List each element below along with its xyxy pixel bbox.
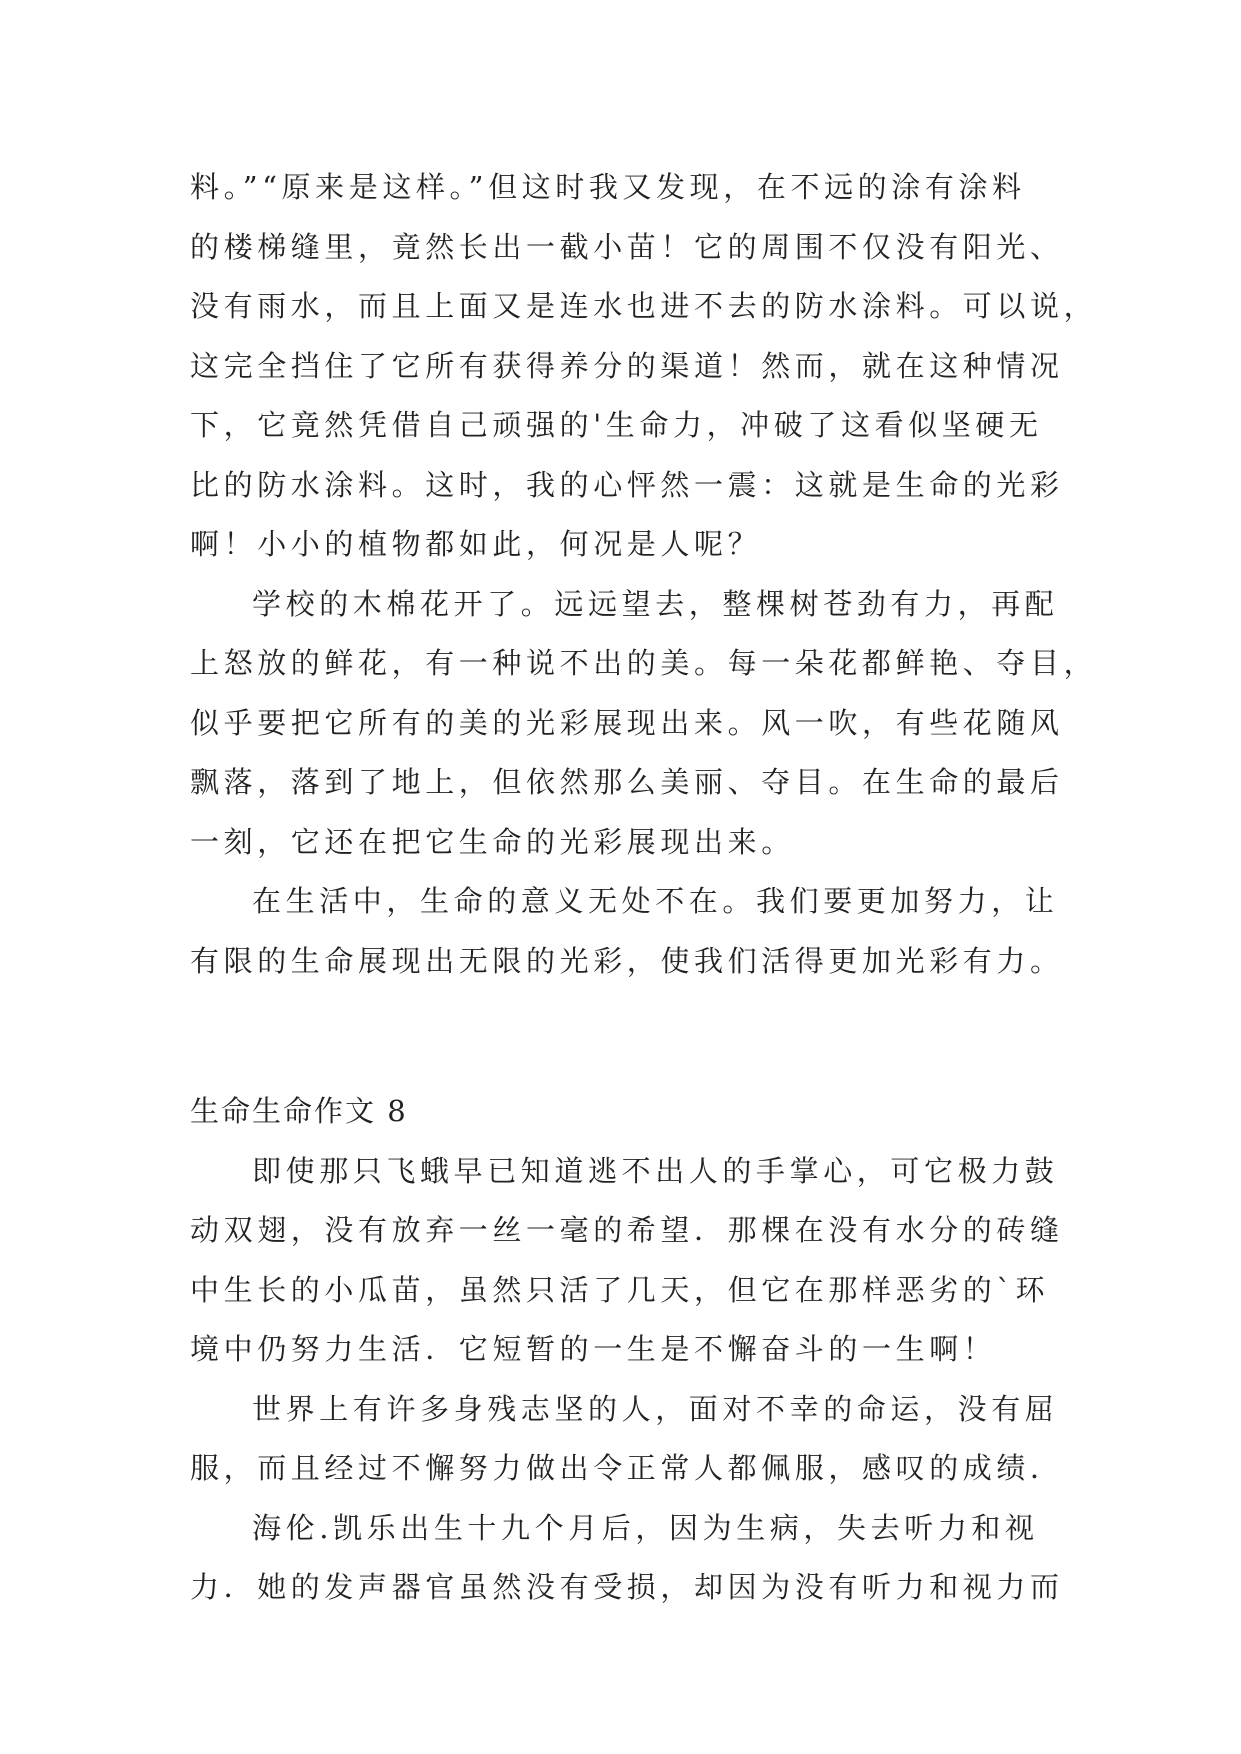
text-line: 的楼梯缝里，竟然长出一截小苗！它的周围不仅没有阳光、 (190, 229, 1064, 264)
text-line: 似乎要把它所有的美的光彩展现出来。风一吹，有些花随风 (190, 705, 1064, 740)
paragraph-3 (190, 872, 1064, 991)
text-line: 即使那只飞蛾早已知道逃不出人的手掌心，可它极力鼓 (252, 1153, 1059, 1188)
text-line: 下，它竟然凭借自己顽强的'生命力，冲破了这看似坚硬无 (190, 408, 1043, 442)
paragraph-1 (190, 158, 1098, 575)
paragraph-5 (190, 1380, 1064, 1499)
text-line: 一刻，它还在把它生命的光彩展现出来。 (190, 824, 795, 859)
text-line: 没有雨水，而且上面又是连水也进不去的防水涂料。可以说， (190, 289, 1098, 323)
text-line: 服，而且经过不懈努力做出令正常人都佩服，感叹的成绩． (190, 1451, 1064, 1485)
paragraph-6 (190, 1499, 1064, 1618)
text-line: 有限的生命展现出无限的光彩，使我们活得更加光彩有力。 (190, 943, 1064, 978)
text-line: 力．她的发声器官虽然没有受损，却因为没有听力和视力而 (190, 1570, 1064, 1604)
section-title: 生命生命作文 8 (190, 1094, 408, 1128)
text-line: 世界上有许多身残志坚的人，面对不幸的命运，没有屈 (252, 1391, 1059, 1426)
text-line: 境中仍努力生活．它短暂的一生是不懈奋斗的一生啊！ (190, 1332, 997, 1366)
text-line: 在生活中，生命的意义无处不在。我们要更加努力，让 (252, 884, 1059, 918)
document-page (190, 158, 1098, 1618)
paragraph-2 (190, 575, 1098, 873)
text-line: 啊！小小的植物都如此，何况是人呢？ (190, 527, 762, 561)
text-line: 海伦.凯乐出生十九个月后，因为生病，失去听力和视 (252, 1510, 1039, 1545)
paragraph-4 (190, 1142, 1064, 1380)
text-line: 比的防水涂料。这时，我的心怦然一震：这就是生命的光彩 (190, 467, 1064, 502)
section-gap (190, 991, 1060, 1082)
text-line: 飘落，落到了地上，但依然那么美丽、夺目。在生命的最后 (190, 765, 1064, 799)
text-line: 料。”“原来是这样。”但这时我又发现，在不远的涂有涂料 (190, 170, 1026, 204)
text-line: 动双翅，没有放弃一丝一毫的希望．那棵在没有水分的砖缝 (190, 1213, 1064, 1247)
text-line: 学校的木棉花开了。远远望去，整棵树苍劲有力，再配 (252, 586, 1059, 621)
text-line: 中生长的小瓜苗，虽然只活了几天，但它在那样恶劣的`环 (190, 1272, 1050, 1307)
text-line: 这完全挡住了它所有获得养分的渠道！然而，就在这种情况 (190, 348, 1064, 383)
text-line: 上怒放的鲜花，有一种说不出的美。每一朵花都鲜艳、夺目， (190, 646, 1098, 680)
